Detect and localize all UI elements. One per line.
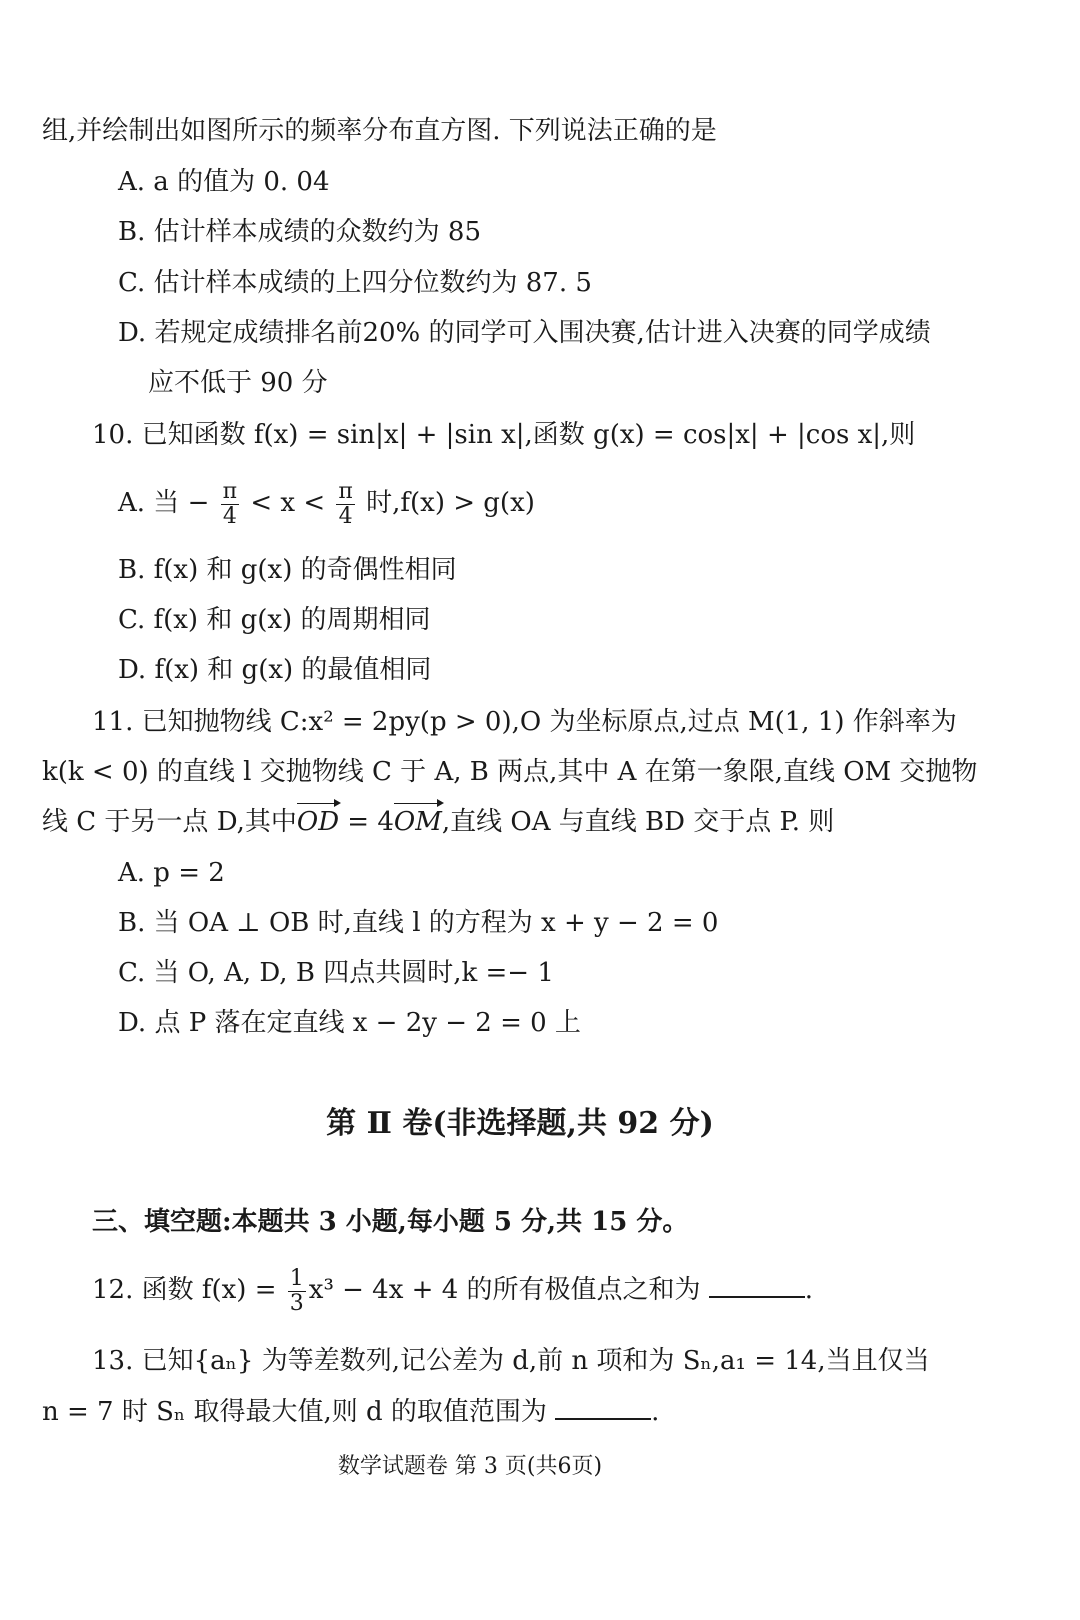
q9-option-d-line2: 应不低于 90 分 — [148, 368, 328, 398]
q12-period: . — [804, 1275, 814, 1305]
page-footer: 数学试题卷 第 3 页(共6页) — [337, 1454, 603, 1479]
q10-option-c: C. f(x) 和 g(x) 的周期相同 — [118, 605, 431, 635]
q11-line3-equals: = 4 — [339, 807, 394, 837]
fraction-numerator: π — [338, 478, 353, 504]
q13-period: . — [651, 1397, 660, 1427]
pi-over-4-fraction — [336, 480, 354, 529]
q13-stem-line1: 13. 已知{aₙ} 为等差数列,记公差为 d,前 n 项和为 Sₙ,a₁ = 14,当且仅当 — [92, 1346, 930, 1376]
fraction-denominator: 4 — [222, 503, 237, 529]
section3-heading: 三、填空题:本题共 3 小题,每小题 5 分,共 15 分。 — [92, 1207, 689, 1237]
q9-option-d-line1: D. 若规定成绩排名前20% 的同学可入围决赛,估计进入决赛的同学成绩 — [118, 318, 931, 348]
answer-blank[interactable] — [709, 1272, 805, 1298]
pi-over-4-fraction — [221, 480, 239, 529]
q10-stem: 10. 已知函数 f(x) = sin|x| + |sin x|,函数 g(x) = cos|x| + |cos x|,则 — [92, 420, 916, 450]
q9-option-a: A. a 的值为 0. 04 — [118, 167, 330, 197]
q11-option-d: D. 点 P 落在定直线 x − 2y − 2 = 0 上 — [118, 1008, 581, 1038]
q10-option-a-prefix: A. 当 − — [118, 488, 210, 518]
q12-suffix: x³ − 4x + 4 的所有极值点之和为 — [308, 1275, 701, 1305]
q9-option-b: B. 估计样本成绩的众数约为 85 — [118, 217, 481, 247]
q11-line3-prefix: 线 C 于另一点 D,其中 — [42, 807, 297, 837]
q12-line — [92, 1264, 813, 1316]
fraction-denominator: 3 — [289, 1290, 304, 1316]
q10-option-d: D. f(x) 和 g(x) 的最值相同 — [118, 655, 432, 685]
vector-om: OM — [393, 807, 442, 837]
q13-stem-line2 — [42, 1394, 659, 1429]
q11-option-c: C. 当 O, A, D, B 四点共圆时,k =− 1 — [118, 958, 554, 988]
fraction-denominator: 4 — [338, 503, 353, 529]
q9-option-c: C. 估计样本成绩的上四分位数约为 87. 5 — [118, 268, 592, 298]
q11-stem-line1: 11. 已知抛物线 C:x² = 2py(p > 0),O 为坐标原点,过点 M(1, 1) 作斜率为 — [92, 707, 957, 737]
q10-option-a — [118, 478, 535, 529]
fraction-numerator: 1 — [289, 1265, 304, 1291]
vector-od: OD — [296, 807, 340, 837]
part2-title: 第 Ⅱ 卷(非选择题,共 92 分) — [326, 1106, 714, 1141]
q10-option-b: B. f(x) 和 g(x) 的奇偶性相同 — [118, 555, 457, 585]
q10-option-a-middle: < x < — [250, 488, 326, 518]
answer-blank[interactable] — [555, 1394, 651, 1420]
q9-stem-tail: 组,并绘制出如图所示的频率分布直方图. 下列说法正确的是 — [42, 116, 717, 146]
q11-line3-suffix: ,直线 OA 与直线 BD 交于点 P. 则 — [441, 807, 835, 837]
q11-option-a: A. p = 2 — [118, 858, 225, 888]
q13-line2-text: n = 7 时 Sₙ 取得最大值,则 d 的取值范围为 — [42, 1397, 547, 1427]
q11-option-b: B. 当 OA ⊥ OB 时,直线 l 的方程为 x + y − 2 = 0 — [118, 908, 719, 938]
q10-option-a-suffix: 时,f(x) > g(x) — [366, 488, 535, 518]
q12-prefix: 12. 函数 f(x) = — [92, 1275, 277, 1305]
q11-stem-line2: k(k < 0) 的直线 l 交抛物线 C 于 A, B 两点,其中 A 在第一象限,直线 OM 交抛物 — [42, 757, 978, 787]
one-third-fraction — [288, 1267, 306, 1316]
fraction-numerator: π — [222, 478, 238, 504]
q11-stem-line3 — [42, 805, 834, 839]
